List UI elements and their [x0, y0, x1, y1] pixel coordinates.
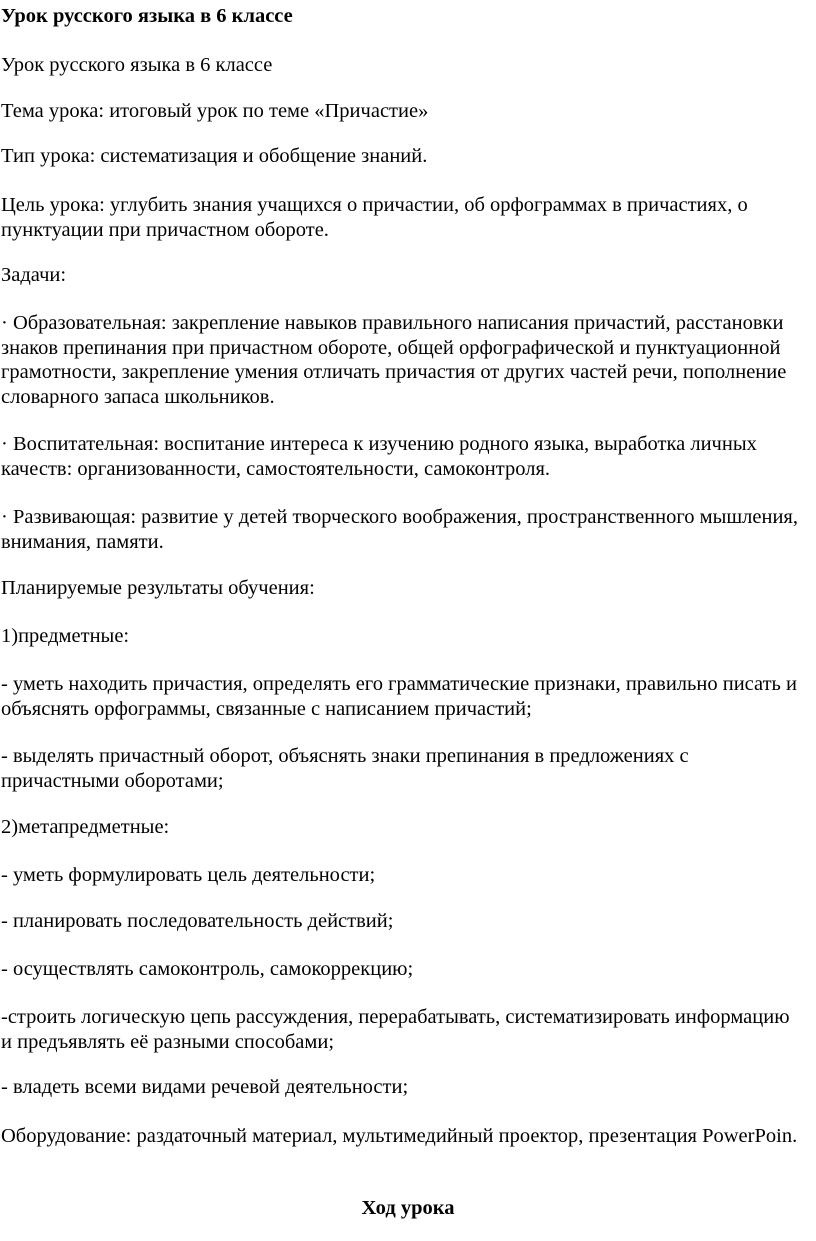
- educational-task: · Образовательная: закрепление навыков правильного написания причастий, расстановки знаков препинания при причастном обороте, общей орфографической и пунктуационной грамотности, закрепление умения отличать причастия от других частей речи, пополнение словарного запаса школьников.: [1, 312, 787, 408]
- lesson-topic: Тема урока: итоговый урок по теме «Причастие»: [1, 100, 429, 122]
- meta-result-1: - уметь формулировать цель деятельности;: [1, 864, 376, 886]
- developing-task: · Развивающая: развитие у детей творческого воображения, пространственного мышления, внимания, памяти.: [1, 506, 798, 553]
- meta-result-4: -строить логическую цепь рассуждения, перерабатывать, систематизировать информацию и предъявлять её разными способами;: [1, 1006, 790, 1053]
- meta-results-heading: 2)метапредметные:: [1, 816, 170, 838]
- lesson-title-paragraph: Урок русского языка в 6 классе: [1, 54, 273, 76]
- meta-result-3: - осуществлять самоконтроль, самокоррекцию;: [1, 958, 414, 980]
- lesson-goal: Цель урока: углубить знания учащихся о причастии, об орфограммах в причастиях, о пунктуации при причастном обороте.: [1, 194, 748, 241]
- upbringing-task: · Воспитательная: воспитание интереса к изучению родного языка, выработка личных качеств: организованности, самостоятельности, самоконтроля.: [1, 433, 757, 480]
- tasks-heading: Задачи:: [1, 264, 67, 286]
- lesson-type: Тип урока: систематизация и обобщение знаний.: [1, 145, 428, 167]
- equipment-paragraph: Оборудование: раздаточный материал, мультимедийный проектор, презентация PowerPoin.: [1, 1125, 798, 1147]
- subject-result-1: - уметь находить причастия, определять его грамматические признаки, правильно писать и объяснять орфограммы, связанные с написанием причастий;: [1, 673, 797, 720]
- lesson-progress-heading: Ход урока: [361, 1197, 455, 1219]
- meta-result-5: - владеть всеми видами речевой деятельности;: [1, 1076, 409, 1098]
- meta-result-2: - планировать последовательность действий;: [1, 910, 394, 932]
- subject-result-2: - выделять причастный оборот, объяснять знаки препинания в предложениях с причастными оборотами;: [1, 745, 689, 792]
- document-title: Урок русского языка в 6 классе: [1, 5, 293, 27]
- subject-results-heading: 1)предметные:: [1, 625, 130, 647]
- planned-results-heading: Планируемые результаты обучения:: [1, 577, 315, 599]
